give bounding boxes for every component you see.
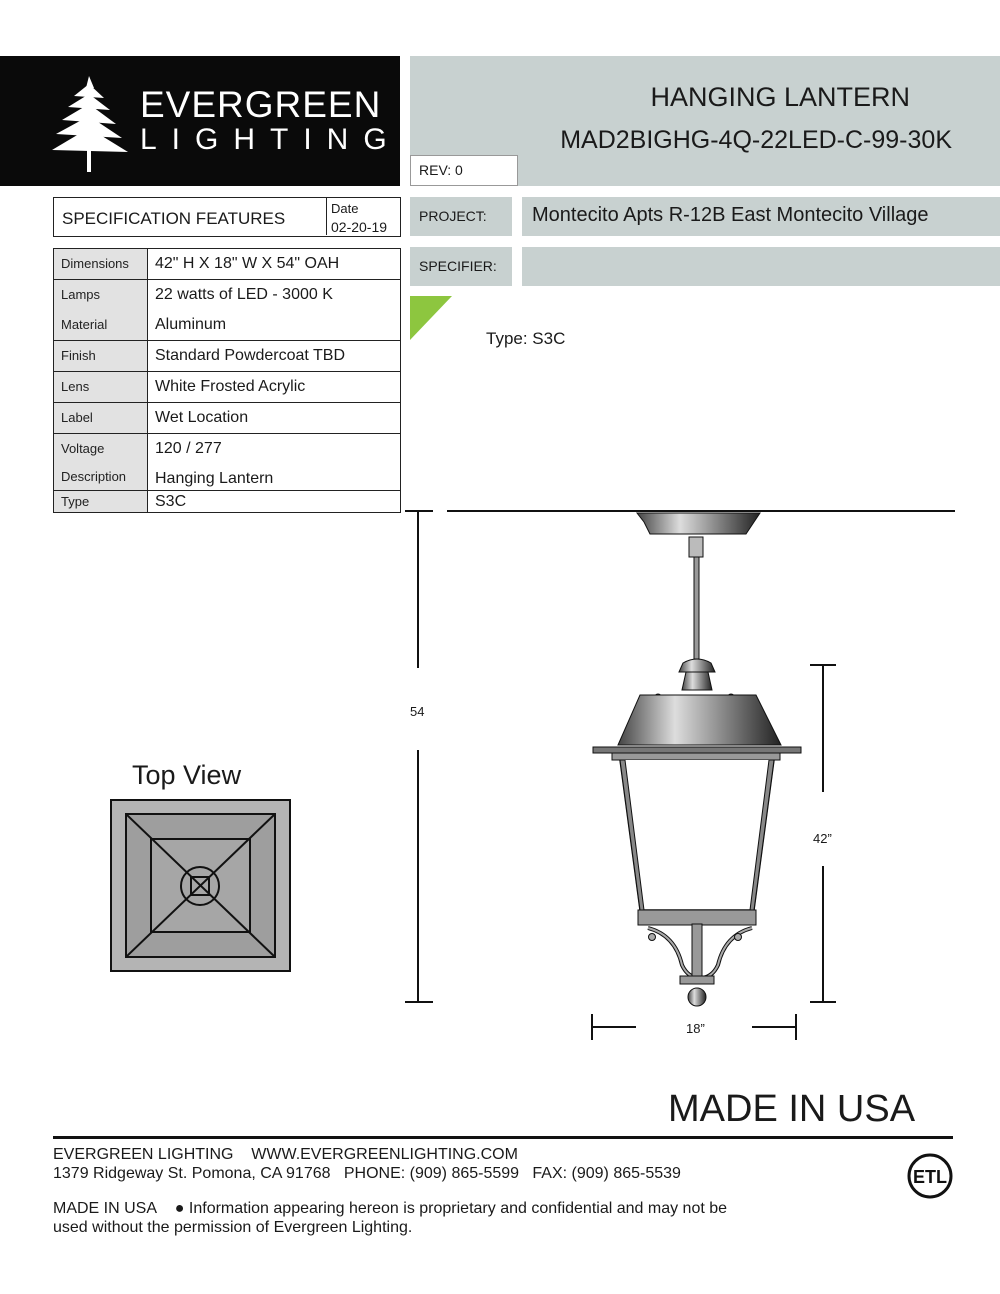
table-row xyxy=(54,491,401,513)
fixture-height-label: 42” xyxy=(813,831,832,846)
model-number: MAD2BIGHG-4Q-22LED-C-99-30K xyxy=(560,126,952,154)
specifier-value xyxy=(522,247,1000,286)
green-corner-mark xyxy=(410,296,454,342)
top-view-label: Top View xyxy=(132,760,242,790)
finial xyxy=(688,988,706,1006)
footer-phone: PHONE: (909) 865-5599 xyxy=(343,1165,520,1182)
stem xyxy=(694,557,699,659)
spec-label: Label xyxy=(61,410,93,425)
table-row xyxy=(54,434,401,491)
spec-value: Hanging Lantern xyxy=(155,470,274,487)
footer-address: 1379 Ridgeway St. Pomona, CA 91768 xyxy=(53,1165,331,1182)
etl-listed-logo xyxy=(906,1152,954,1200)
footer-contact xyxy=(53,1145,681,1183)
canopy xyxy=(637,513,760,534)
date-value: 02-20-19 xyxy=(331,219,388,235)
spec-label: Finish xyxy=(61,348,96,363)
spec-value: Wet Location xyxy=(155,409,249,426)
spec-label: Description xyxy=(61,469,127,484)
logo-text-lighting: LIGHTING xyxy=(140,123,402,156)
spec-label: Type xyxy=(61,494,90,509)
tree-icon xyxy=(48,74,130,174)
spec-value: 22 watts of LED - 3000 K xyxy=(155,286,333,303)
revision: REV: 0 xyxy=(410,155,518,186)
width-label: 18” xyxy=(686,1021,705,1036)
type-note: Type: S3C xyxy=(486,329,566,348)
spec-table xyxy=(53,248,401,513)
overall-height-label: 54 xyxy=(410,704,425,719)
svg-text:ETL: ETL xyxy=(913,1167,947,1187)
spec-label: Lens xyxy=(61,379,90,394)
spec-value: S3C xyxy=(155,493,187,510)
table-row xyxy=(54,280,401,341)
project-label: PROJECT: xyxy=(410,197,512,236)
table-row xyxy=(54,403,401,434)
date-cell xyxy=(326,198,400,235)
spec-label: Dimensions xyxy=(61,256,129,271)
spec-value: 42" H X 18" W X 54" OAH xyxy=(155,255,340,272)
spec-value: White Frosted Acrylic xyxy=(155,378,306,395)
logo xyxy=(0,56,400,186)
spec-value: Aluminum xyxy=(155,316,227,333)
product-name: HANGING LANTERN xyxy=(650,82,910,112)
spec-label: Voltage xyxy=(61,441,105,456)
logo-text-evergreen: EVERGREEN xyxy=(140,84,382,125)
footer-made: MADE IN USA xyxy=(53,1200,158,1217)
specifier-label: SPECIFIER: xyxy=(410,247,512,286)
lantern-roof xyxy=(618,695,781,745)
project-value: Montecito Apts R-12B East Montecito Village xyxy=(522,197,1000,236)
swivel xyxy=(689,537,703,557)
top-view-drawing xyxy=(110,799,292,973)
footer-fax: FAX: (909) 865-5539 xyxy=(532,1165,681,1182)
spec-label: Material xyxy=(61,317,108,332)
spec-label: Lamps xyxy=(61,287,101,302)
date-label: Date xyxy=(331,201,359,216)
spec-value: 120 / 277 xyxy=(155,440,222,457)
table-row xyxy=(54,341,401,372)
made-in-usa-banner: MADE IN USA xyxy=(668,1088,916,1130)
spec-title: SPECIFICATION FEATURES xyxy=(62,209,286,228)
overall-height-dimension xyxy=(405,511,433,1002)
spec-value: Standard Powdercoat TBD xyxy=(155,347,346,364)
table-row xyxy=(54,372,401,403)
footer-company: EVERGREEN LIGHTING xyxy=(53,1146,234,1163)
disclaimer-text: ● Information appearing hereon is proprietary and confidential and may not be used without the permission of Evergreen Lighting. xyxy=(53,1200,728,1236)
table-row xyxy=(54,249,401,280)
spec-features-header xyxy=(53,197,401,237)
footer-website[interactable]: WWW.EVERGREENLIGHTING.COM xyxy=(251,1146,518,1163)
footer-divider xyxy=(53,1136,953,1139)
footer-disclaimer xyxy=(53,1199,753,1237)
fixture-elevation-drawing xyxy=(400,500,980,1040)
